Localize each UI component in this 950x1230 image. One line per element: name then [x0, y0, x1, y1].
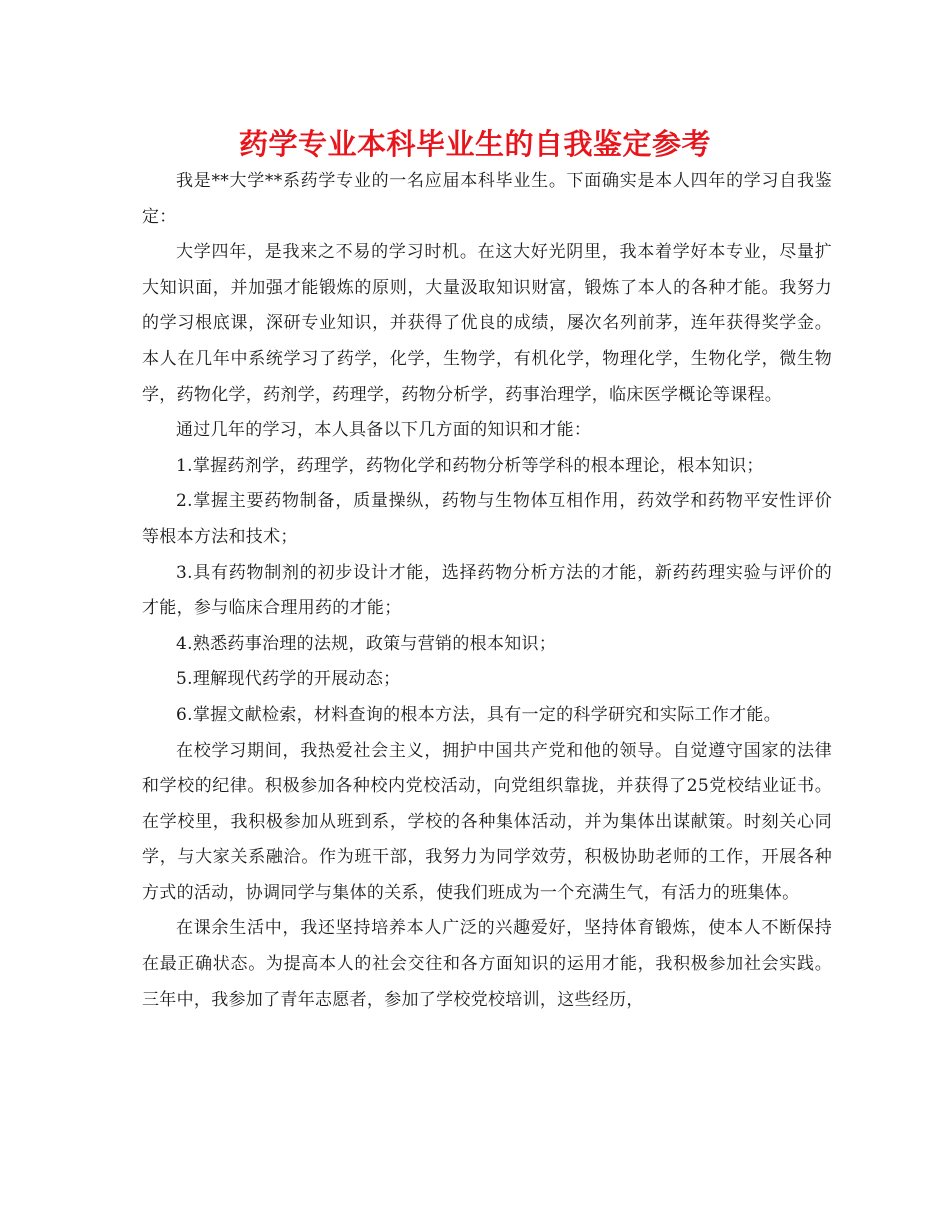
skill-item-5: 5.理解现代药学的开展动态； [176, 669, 401, 690]
skill-item-6: 6.掌握文献检索，材料查询的根本方法，具有一定的科学研究和实际工作才能。 [176, 704, 782, 725]
paragraph-study: 大学四年，是我来之不易的学习时机。在这大好光阴里，我本着学好本专业，尽量扩大知识面，并加强才能锻炼的原则，大量汲取知识财富，锻炼了本人的各种才能。我努力的学习根底课，深研专业知识，并获得了优良的成绩，屡次名列前茅，连年获得奖学金。本人在几年中系统学习了药学，化学，生物学，有机化学，物理化学，生物化学，微生物学，药物化学，药剂学，药理学，药物分析学，药事治理学，临床医学概论等课程。 [142, 242, 832, 405]
document-body [142, 164, 832, 1018]
skill-item-2: 2.掌握主要药物制备，质量操纵，药物与生物体互相作用，药效学和药物平安性评价等根本方法和技术； [142, 491, 832, 547]
paragraph-skills-intro: 通过几年的学习，本人具备以下几方面的知识和才能： [176, 420, 592, 441]
page-title: 药学专业本科毕业生的自我鉴定参考 [238, 127, 711, 161]
skill-item-1: 1.掌握药剂学，药理学，药物化学和药物分析等学科的根本理论，根本知识； [176, 455, 764, 476]
skill-item-4: 4.熟悉药事治理的法规，政策与营销的根本知识； [176, 633, 557, 654]
paragraph-intro: 我是**大学**系药学专业的一名应届本科毕业生。下面确实是本人四年的学习自我鉴定： [142, 171, 832, 227]
paragraph-extracurricular: 在课余生活中，我还坚持培养本人广泛的兴趣爱好，坚持体育锻炼，使本人不断保持在最正确状态。为提高本人的社会交往和各方面知识的运用才能，我积极参加社会实践。三年中，我参加了青年志愿者，参加了学校党校培训，这些经历， [142, 918, 832, 1010]
paragraph-school-life: 在校学习期间，我热爱社会主义，拥护中国共产党和他的领导。自觉遵守国家的法律和学校的纪律。积极参加各种校内党校活动，向党组织靠拢，并获得了25党校结业证书。在学校里，我积极参加从班到系，学校的各种集体活动，并为集体出谋献策。时刻关心同学，与大家关系融洽。作为班干部，我努力为同学效劳，积极协助老师的工作，开展各种方式的活动，协调同学与集体的关系，使我们班成为一个充满生气，有活力的班集体。 [142, 740, 832, 903]
skill-item-3: 3.具有药物制剂的初步设计才能，选择药物分析方法的才能，新药药理实验与评价的才能，参与临床合理用药的才能； [142, 562, 832, 619]
